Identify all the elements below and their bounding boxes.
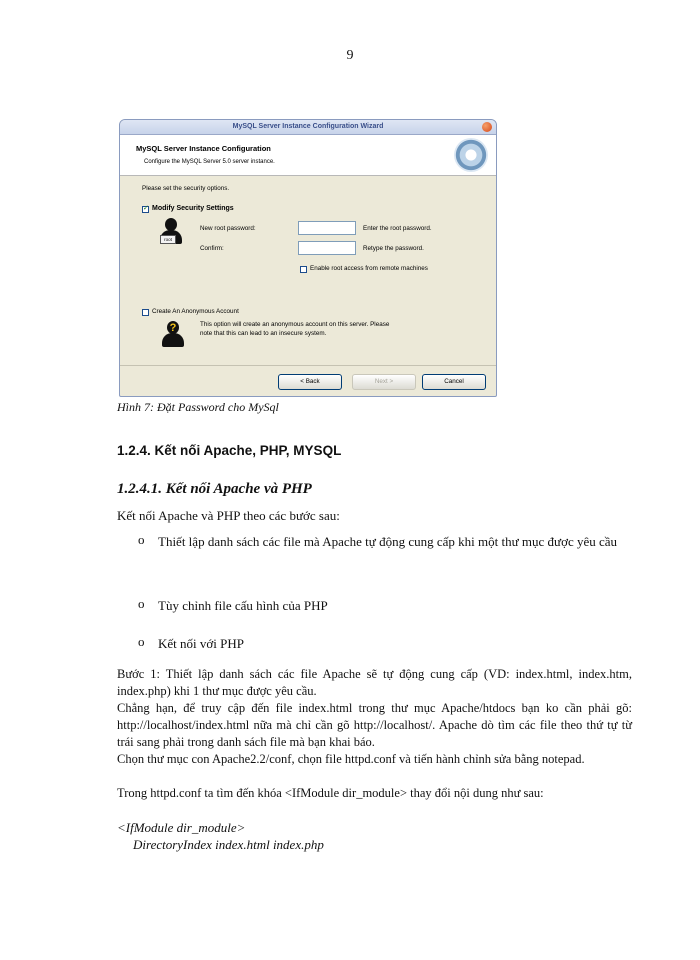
list-item-text: Thiết lập danh sách các file mà Apache tự động cung cấp khi một thư mục được yêu cầu [158, 534, 618, 549]
mysql-wizard-screenshot [119, 119, 497, 397]
figure-caption: Hình 7: Đặt Password cho MySql [117, 400, 279, 414]
confirm-hint: Retype the password. [363, 245, 424, 252]
close-icon [482, 122, 492, 132]
paragraph-example: Chẳng hạn, để truy cập đến file index.html trong thư mục Apache/htdocs bạn ko cần phải gõ: http://localhost/index.html nữa mà chỉ cần gõ http://localhost/. Apache dò tìm các file theo thứ tự từ trái sang phải trong danh sách file mà bạn khai báo. [117, 701, 632, 749]
wizard-body [120, 176, 496, 366]
anonymous-desc-line-2: note that this can lead to an insecure system. [200, 330, 327, 337]
subsection-heading: 1.2.4.1. Kết nối Apache và PHP [117, 481, 312, 497]
confirm-label: Confirm: [200, 245, 224, 252]
code-line-ifmodule: <IfModule dir_module> [117, 820, 246, 835]
modify-security-checkbox[interactable] [142, 206, 149, 213]
root-tag: root [160, 235, 176, 244]
wizard-window-title: MySQL Server Instance Configuration Wizard [232, 123, 384, 130]
page-number: 9 [346, 48, 354, 63]
new-password-hint: Enter the root password. [363, 225, 432, 232]
new-password-label: New root password: [200, 225, 256, 232]
wizard-footer [120, 365, 496, 396]
anonymous-account-checkbox[interactable] [142, 309, 149, 316]
next-button[interactable]: Next > [352, 374, 416, 390]
bullet-marker: o [138, 634, 145, 649]
new-password-input[interactable] [298, 221, 356, 235]
bullet-marker: o [138, 532, 145, 547]
gear-icon [454, 138, 488, 172]
back-button[interactable]: < Back [278, 374, 342, 390]
wizard-header [120, 135, 496, 176]
cancel-button[interactable]: Cancel [422, 374, 486, 390]
anonymous-account-label: Create An Anonymous Account [152, 308, 239, 315]
intro-text: Kết nối Apache và PHP theo các bước sau: [117, 508, 340, 523]
confirm-password-input[interactable] [298, 241, 356, 255]
section-heading: 1.2.4. Kết nối Apache, PHP, MYSQL [117, 443, 342, 458]
anonymous-desc-line-1: This option will create an anonymous account on this server. Please [200, 321, 390, 328]
paragraph-conf-folder: Chọn thư mục con Apache2.2/conf, chọn file httpd.conf và tiến hành chỉnh sửa bằng notepad. [117, 752, 585, 766]
root-user-icon [158, 218, 184, 244]
wizard-header-subtitle: Configure the MySQL Server 5.0 server instance. [144, 159, 275, 165]
wizard-title-bar [120, 120, 496, 135]
wizard-header-title: MySQL Server Instance Configuration [136, 144, 271, 153]
remote-access-label: Enable root access from remote machines [310, 265, 428, 272]
anonymous-user-icon [160, 321, 186, 347]
question-mark-icon: ? [169, 322, 177, 334]
security-prompt: Please set the security options. [142, 185, 230, 192]
paragraph-step-1: Bước 1: Thiết lập danh sách các file Apache sẽ tự động cung cấp (VD: index.html, index.htm, index.php) khi 1 thư mục được yêu cầu. [117, 667, 632, 698]
modify-security-label: Modify Security Settings [152, 205, 234, 212]
bullet-marker: o [138, 596, 145, 611]
paragraph-httpd-conf: Trong httpd.conf ta tìm đến khóa <IfModule dir_module> thay đổi nội dung như sau: [117, 786, 544, 800]
list-item-text: Kết nối với PHP [158, 636, 244, 651]
list-item-text: Tùy chỉnh file cấu hình của PHP [158, 598, 328, 613]
code-line-directoryindex: DirectoryIndex index.html index.php [133, 837, 324, 852]
remote-access-checkbox[interactable] [300, 266, 307, 273]
